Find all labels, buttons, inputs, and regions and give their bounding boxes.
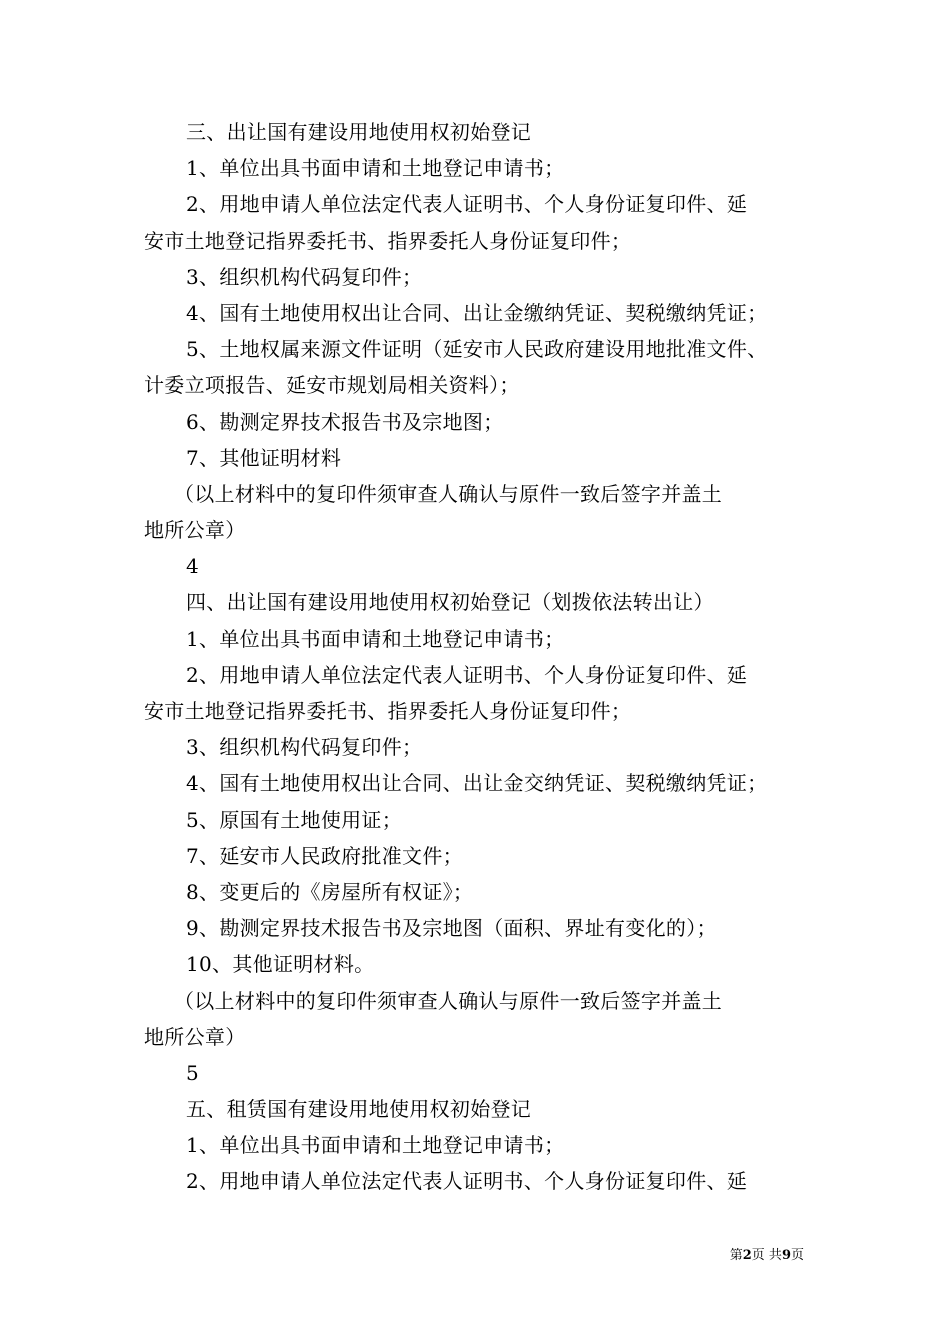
text-line: （以上材料中的复印件须审查人确认与原件一致后签字并盖土	[174, 988, 723, 1013]
text-line: 4	[186, 554, 200, 579]
text-line: 4、国有土地使用权出让合同、出让金交纳凭证、契税缴纳凭证；	[186, 771, 768, 796]
footer-current-page: 2	[742, 1248, 752, 1263]
text-line: 9、勘测定界技术报告书及宗地图（面积、界址有变化的）；	[186, 916, 717, 941]
text-line: 10、其他证明材料。	[186, 952, 375, 977]
footer-total-pages: 9	[781, 1248, 791, 1263]
text-line: 安市土地登记指界委托书、指界委托人身份证复印件；	[144, 228, 632, 253]
footer-suffix: 页	[790, 1248, 804, 1263]
text-line: 6、勘测定界技术报告书及宗地图；	[186, 409, 504, 434]
footer-prefix: 第	[729, 1248, 743, 1263]
document-body	[144, 114, 824, 1200]
text-line: 地所公章）	[144, 518, 246, 543]
text-line: 地所公章）	[144, 1024, 246, 1049]
text-line: 1、单位出具书面申请和土地登记申请书；	[186, 1133, 565, 1158]
text-line: 5、土地权属来源文件证明（延安市人民政府建设用地批准文件、	[186, 337, 768, 362]
text-line: 安市土地登记指界委托书、指界委托人身份证复印件；	[144, 699, 632, 723]
page-footer	[730, 1248, 804, 1264]
text-line: 计委立项报告、延安市规划局相关资料）；	[144, 373, 520, 398]
text-line: 5、原国有土地使用证；	[186, 807, 403, 832]
text-line: 2、用地申请人单位法定代表人证明书、个人身份证复印件、延	[186, 1169, 748, 1194]
text-line: 3、组织机构代码复印件；	[186, 735, 423, 760]
text-line: 8、变更后的《房屋所有权证》；	[186, 879, 474, 904]
text-line: 7、延安市人民政府批准文件；	[186, 843, 463, 868]
text-line: 5	[186, 1060, 200, 1085]
text-line: 三、出让国有建设用地使用权初始登记	[186, 120, 532, 144]
text-line: 2、用地申请人单位法定代表人证明书、个人身份证复印件、延	[186, 662, 748, 687]
text-line: （以上材料中的复印件须审查人确认与原件一致后签字并盖土	[174, 481, 723, 506]
text-line: 7、其他证明材料	[186, 445, 342, 470]
text-line: 4、国有土地使用权出让合同、出让金缴纳凭证、契税缴纳凭证；	[186, 300, 768, 325]
text-line: 五、租赁国有建设用地使用权初始登记	[186, 1097, 532, 1122]
text-line: 3、组织机构代码复印件；	[186, 264, 423, 289]
footer-middle: 页 共	[751, 1248, 782, 1263]
text-line: 1、单位出具书面申请和土地登记申请书；	[186, 156, 565, 181]
text-line: 1、单位出具书面申请和土地登记申请书；	[186, 626, 565, 651]
text-line: 四、出让国有建设用地使用权初始登记（划拨依法转出让）	[186, 590, 714, 615]
text-line: 2、用地申请人单位法定代表人证明书、个人身份证复印件、延	[186, 192, 748, 217]
